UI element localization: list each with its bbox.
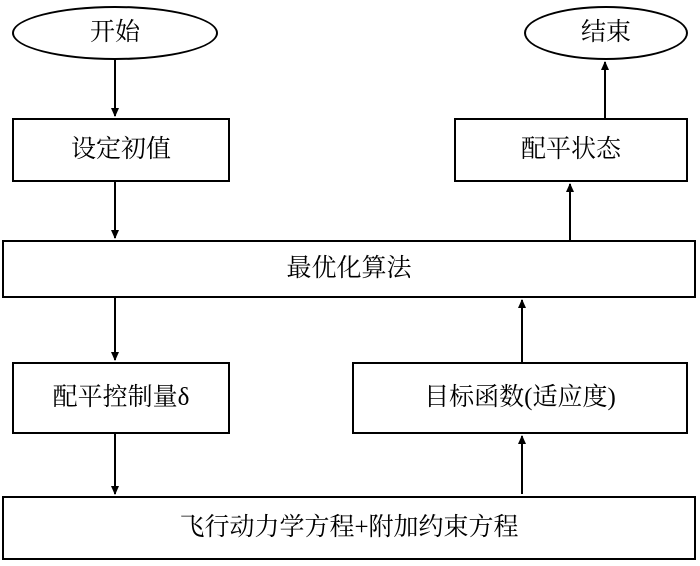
- node-set-initial-value-label: 设定初值: [70, 136, 171, 164]
- node-objective-function: [352, 362, 688, 434]
- node-end: [524, 6, 688, 60]
- node-set-initial-value: [12, 118, 230, 182]
- node-objective-function-label: 目标函数(适应度): [424, 384, 616, 412]
- node-trim-state: [454, 118, 688, 182]
- node-flight-dynamics-equations: [2, 496, 696, 560]
- node-start: [12, 6, 218, 60]
- node-start-label: 开始: [89, 19, 140, 47]
- node-trim-state-label: 配平状态: [520, 136, 621, 164]
- node-trim-control-variable: [12, 362, 230, 434]
- node-trim-control-variable-label: 配平控制量δ: [52, 384, 190, 412]
- node-optimization-algorithm-label: 最优化算法: [286, 255, 412, 283]
- node-end-label: 结束: [580, 19, 631, 47]
- node-optimization-algorithm: [2, 240, 696, 298]
- node-flight-dynamics-equations-label: 飞行动力学方程+附加约束方程: [179, 514, 519, 542]
